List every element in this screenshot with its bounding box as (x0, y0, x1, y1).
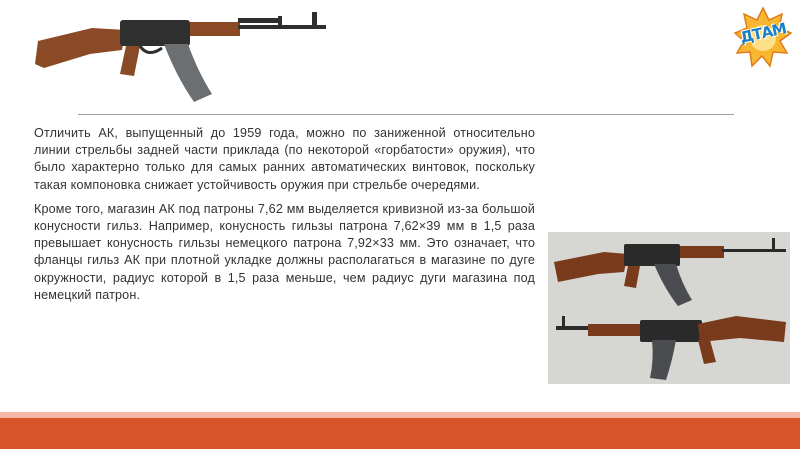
paragraph-1: Отличить АК, выпущенный до 1959 года, можно по заниженной относительно линии стрельбы задней части приклада (по некоторой «горбатости» оружия), что было характерно только для самых ранних автоматических винтовок, поскольку такая компоновка снижает устойчивость оружия при стрельбе очередями. (34, 126, 535, 192)
rifle-handguard (190, 22, 240, 36)
paragraph-2: Кроме того, магазин АК под патроны 7,62 мм выделяется кривизной из-за большой конусности гильз. Например, конусность гильзы патрона 7,62×39 мм в 1,5 раза превышает конусность гильзы немецкого патрона 7,92×33 мм. Это означает, что фланцы гильз АК при плотной укладке должны располагаться в магазине по дуге окружности, радиус которой в 1,5 раза меньше, чем радиус дуги магазина под немецкий патрон. (34, 201, 535, 302)
footer-band (0, 418, 800, 449)
logo (734, 6, 792, 72)
rifle-image-top (30, 6, 330, 106)
rifle-receiver (120, 20, 190, 46)
divider (78, 114, 734, 115)
photo-rifle-upper (554, 238, 786, 306)
rifle-stock (35, 28, 126, 68)
rifle-magazine (164, 44, 212, 102)
logo-text: ДТАМ (738, 19, 788, 47)
rifles-photo (548, 232, 790, 384)
rifle-grip (120, 46, 140, 76)
body-text (34, 125, 535, 311)
photo-rifle-lower (556, 316, 786, 380)
